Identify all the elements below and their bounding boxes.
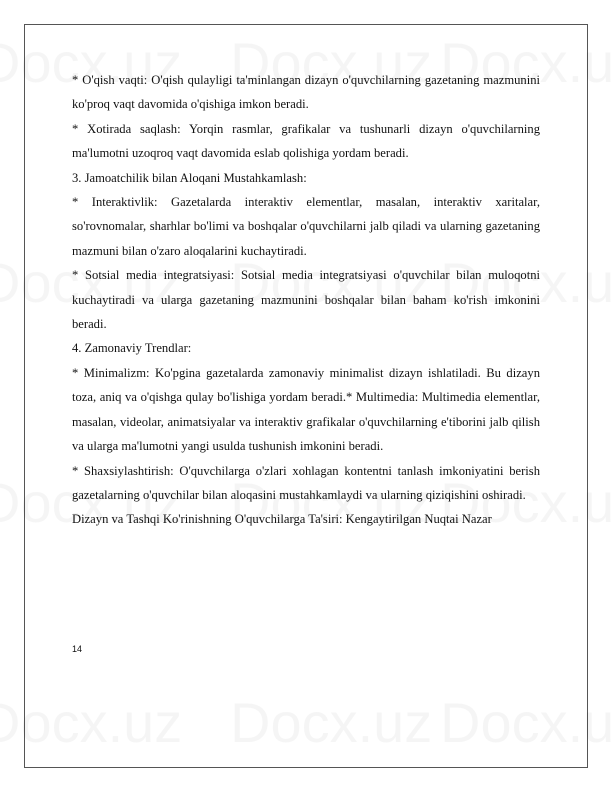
paragraph: * O'qish vaqti: O'qish qulayligi ta'minlangan dizayn o'quvchilarning gazetaning mazmunini ko'proq vaqt davomida o'qishiga imkon beradi. bbox=[72, 73, 540, 112]
paragraph: Dizayn va Tashqi Ko'rinishning O'quvchilarga Ta'siri: Kengaytirilgan Nuqtai Nazar bbox=[72, 512, 492, 527]
paragraph: * Shaxsiylashtirish: O'quvchilarga o'zlari xohlagan kontentni tanlash imkoniyatini berish gazetalarning o'quvchilar bilan aloqasini mustahkamlaydi va ularning qiziqishini oshiradi. bbox=[72, 463, 540, 502]
section-heading: 4. Zamonaviy Trendlar: bbox=[72, 341, 192, 356]
section-heading: 3. Jamoatchilik bilan Aloqani Mustahkamlash: bbox=[72, 170, 307, 185]
document-body bbox=[72, 68, 540, 532]
paragraph: * Sotsial media integratsiyasi: Sotsial media integratsiyasi o'quvchilar bilan muloqotni kuchaytiradi va ularga gazetaning mazmunini boshqalar bilan baham ko'rish imkonini beradi. bbox=[72, 268, 540, 332]
paragraph: * Interaktivlik: Gazetalarda interaktiv elementlar, masalan, interaktiv xaritalar, so'rovnomalar, sharhlar bo'limi va boshqalar o'quvchilarni jalb qiladi va ularning gazetaning mazmuni bilan o'zaro aloqalarini kuchaytiradi. bbox=[72, 195, 540, 258]
paragraph: * Minimalizm: Ko'pgina gazetalarda zamonaviy minimalist dizayn ishlatiladi. Bu dizayn toza, aniq va o'qishga qulay bo'lishiga yordam beradi.* Multimedia: Multimedia elementlar, masalan, videolar, animatsiyalar va interaktiv grafikalar o'quvchilarning e'tiborini jalb qilish va ularga ma'lumotni yangi usulda tushunish imkonini beradi. bbox=[72, 365, 540, 454]
paragraph: * Xotirada saqlash: Yorqin rasmlar, grafikalar va tushunarli dizayn o'quvchilarning ma'lumotni uzoqroq vaqt davomida eslab qolishiga yordam beradi. bbox=[72, 121, 540, 161]
page-number: 14 bbox=[72, 644, 83, 654]
